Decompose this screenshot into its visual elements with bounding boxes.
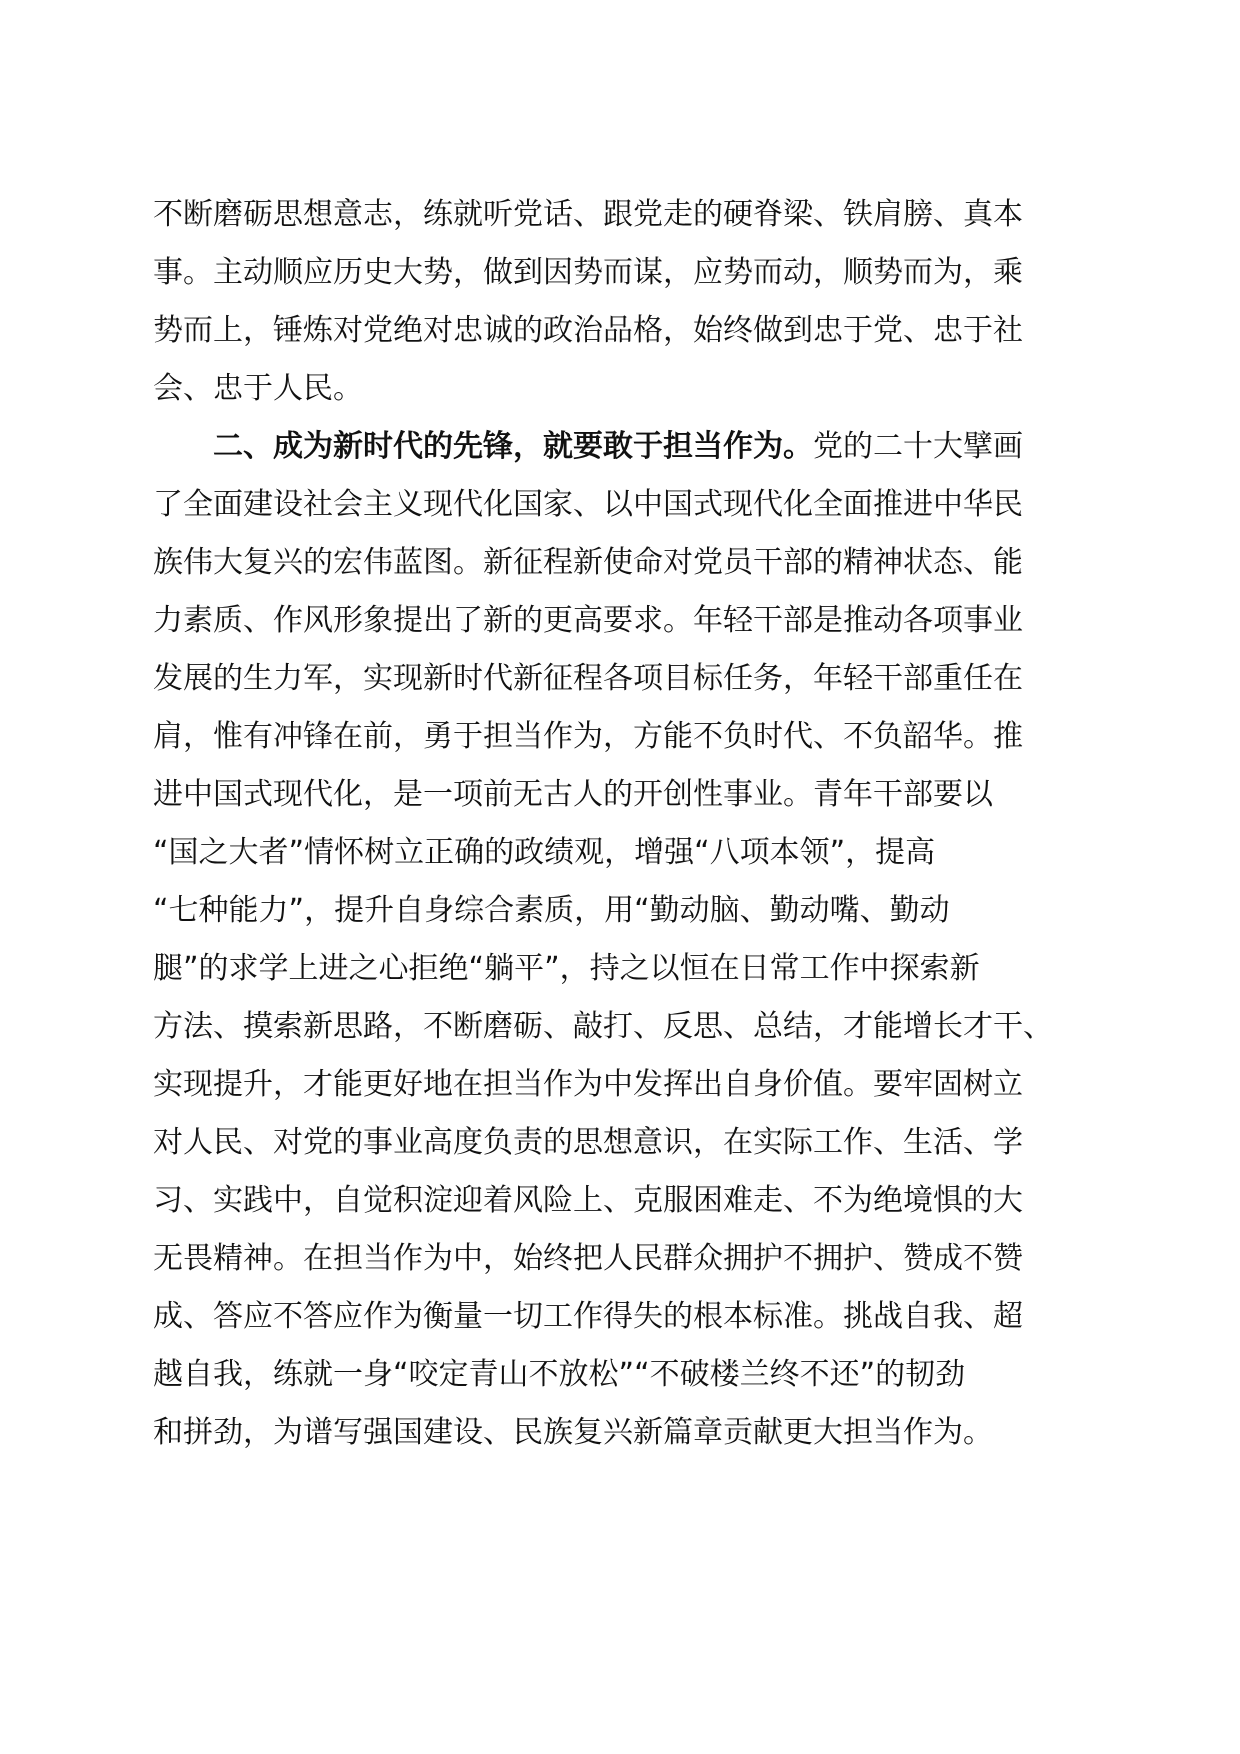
body-line: 不断磨砺思想意志，练就听党话、跟党走的硬脊梁、铁肩膀、真本 xyxy=(153,197,1023,232)
body-line: 成、答应不答应作为衡量一切工作得失的根本标准。挑战自我、超 xyxy=(153,1299,1023,1334)
body-line: 实现提升，才能更好地在担当作为中发挥出自身价值。要牢固树立 xyxy=(153,1067,1023,1102)
body-line: 越自我，练就一身“咬定青山不放松”“不破楼兰终不还”的韧劲 xyxy=(153,1357,966,1392)
body-line: 进中国式现代化，是一项前无古人的开创性事业。青年干部要以 xyxy=(153,777,993,812)
body-line: 无畏精神。在担当作为中，始终把人民群众拥护不拥护、赞成不赞 xyxy=(153,1241,1023,1276)
body-line: “七种能力”，提升自身综合素质，用“勤动脑、勤动嘴、勤动 xyxy=(153,893,950,928)
body-line: “国之大者”情怀树立正确的政绩观，增强“八项本领”，提高 xyxy=(153,835,936,870)
body-line: 势而上，锤炼对党绝对忠诚的政治品格，始终做到忠于党、忠于社 xyxy=(153,313,1023,348)
section-two-first-line xyxy=(153,418,1093,476)
body-line: 族伟大复兴的宏伟蓝图。新征程新使命对党员干部的精神状态、能 xyxy=(153,545,1023,580)
body-line: 和拼劲，为谱写强国建设、民族复兴新篇章贡献更大担当作为。 xyxy=(153,1415,993,1450)
body-line: 力素质、作风形象提出了新的更高要求。年轻干部是推动各项事业 xyxy=(153,603,1023,638)
body-line: 了全面建设社会主义现代化国家、以中国式现代化全面推进中华民 xyxy=(153,487,1023,522)
body-line: 腿”的求学上进之心拒绝“躺平”，持之以恒在日常工作中探索新 xyxy=(153,951,980,986)
section-two-heading: 二、成为新时代的先锋，就要敢于担当作为。 xyxy=(213,429,813,464)
body-line: 事。主动顺应历史大势，做到因势而谋，应势而动，顺势而为，乘 xyxy=(153,255,1023,290)
body-line: 习、实践中，自觉积淀迎着风险上、克服困难走、不为绝境惧的大 xyxy=(153,1183,1023,1218)
body-text xyxy=(153,186,1093,1462)
body-line: 对人民、对党的事业高度负责的思想意识，在实际工作、生活、学 xyxy=(153,1125,1023,1160)
body-line: 方法、摸索新思路，不断磨砺、敲打、反思、总结，才能增长才干、 xyxy=(153,1009,1053,1044)
section-two-first-line-text: 党的二十大擘画 xyxy=(813,429,1023,464)
body-line: 会、忠于人民。 xyxy=(153,371,363,406)
body-line: 肩，惟有冲锋在前，勇于担当作为，方能不负时代、不负韶华。推 xyxy=(153,719,1023,754)
body-line: 发展的生力军，实现新时代新征程各项目标任务，年轻干部重任在 xyxy=(153,661,1023,696)
